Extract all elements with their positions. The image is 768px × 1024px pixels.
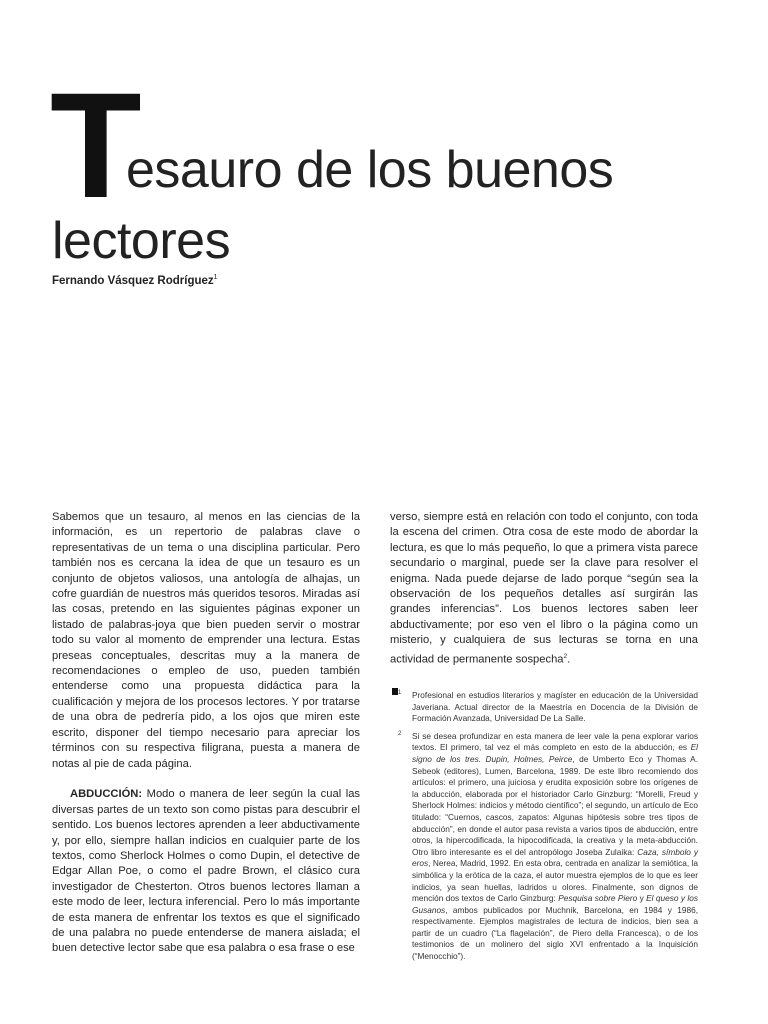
author-footnote-mark: 1 <box>213 274 218 281</box>
footnote-2-text-a: Si se desea profundizar en esta manera de leer vale la pena explorar varios textos. El primero, tal vez el más completo en esto de la abducción, es <box>412 730 698 753</box>
term-definition: Modo o manera de leer según la cual las diversas partes de un texto son como pistas para descubrir el sentido. Los buenos lectores aprenden a leer abductivamente y, por ello, siempre hallan indicios en cualquier parte de los textos, como Sherlock Holmes o como Dupin, el detective de Edgar Allan Poe, o como el padre Brown, el clásico cura investigador de Chesterton. Otros buenos lectores llaman a este modo de leer, lectura inferencial. Pero lo más importante de esta manera de enfrentar los textos es que el significado de una palabra no puede entenderse de manera aislada; el buen detective lector sabe que esa palabra o esa frase o ese <box>52 788 361 955</box>
footnote-2-text-c: , Nerea, Madrid, 1992. En esta obra, centrada en analizar la semiótica, la simbólica y la erótica de la caza, el autor muestra ejemplos de lo que es leer indicios, ya sean huellas, ladridos u olores. Finalmente, son dignos de mención dos textos de Carlo Ginzburg: <box>412 858 698 904</box>
abduccion-paragraph <box>52 787 360 956</box>
footnotes <box>392 690 698 969</box>
footnote-2-text-d: y <box>637 893 647 904</box>
continued-paragraph <box>390 510 698 668</box>
intro-paragraph: Sabemos que un tesauro, al menos en las ciencias de la información, es un repertorio de palabras clave o representativas de un tema o una disciplina particular. Pero también nos es cercana la idea de que un tesauro es un conjunto de objetos valiosos, una antología de alhajas, un cofre guardián de nuestros más queridos tesoros. Miradas así las cosas, pretendo en las siguientes páginas exponer un listado de palabras-joya que bien pueden servir o mostrar todo su valor al momento de emprender una lectura. Estas preseas conceptuales, descritas muy a la manera de recomendaciones o empleo de uso, pueden también entenderse como una propuesta didáctica para la cualificación y mejora de los procesos lectores. Y por tratarse de una obra de pedrería pido, a los ojos que miren este escrito, disponer del tiempo necesario para apreciar los términos con su respectiva filigrana, puesta a manera de notas al pie de cada página. <box>52 511 360 770</box>
footnote-1 <box>392 690 698 725</box>
footnote-2-text-e: , ambos publicados por Muchnik, Barcelona, en 1984 y 1986, respectivamente. Ejemplos magistrales de lectura de indicios, bien sea a partir de un cuadro (“La flagelación”, de Piero della Francesca), o de los testimonios de un molinero del siglo XVI enfrentado a la Inquisición (“Menocchio”). <box>412 904 698 962</box>
left-column <box>52 510 360 957</box>
title-drop-cap: T <box>50 61 140 229</box>
footnote-2-book-4: El queso y los Gusanos <box>412 893 699 915</box>
footnote-1-text: Profesional en estudios literarios y magíster en educación de la Universidad Javeriana. Actual director de la Maestría en Docencia de la División de Formación Avanzada, Universidad De La Salle. <box>412 690 698 724</box>
footnote-2-book-1: El signo de los tres. Dupin, Holmes, Peirce <box>412 742 698 764</box>
footnote-reference-2: 2 <box>563 652 568 660</box>
right-column <box>390 510 698 668</box>
footnote-2-book-2: Caza, símbolo y eros <box>412 846 699 869</box>
term-heading: ABDUCCIÓN: <box>70 788 143 801</box>
footnote-2-mark: 2 <box>398 730 402 737</box>
title-line-2: lectores <box>52 212 231 270</box>
title-line-1: esauro de los buenos <box>126 141 614 199</box>
footnote-2-book-3: Pesquisa sobre Piero <box>558 893 638 904</box>
footnote-2 <box>392 731 698 963</box>
continued-end: . <box>567 653 571 666</box>
footnote-1-mark: 1 <box>398 690 402 696</box>
footnote-2-text-b: , de Umberto Eco y Thomas A. Sebeok (editores), Lumen, Barcelona, 1989. De este libro recomiendo dos artículos: el primero, una juiciosa y erudita exposición sobre los orígenes de la abducción, elaborada por el historiador Carlo Ginzburg: “Morelli, Freud y Sherlock Holmes: indicios y método científico”; el segundo, un artículo de Eco titulado: “Cuernos, cascos, zapatos: Algunas hipótesis sobre tres tipos de abducción”, en donde el autor pasa revista a varios tipos de abducción, entre otros, la hipercodificada, la hipocodificada, la creativa y la meta-abducción. Otro libro interesante es el del antropólogo Joseba Zulaika: <box>412 753 698 857</box>
author-byline <box>52 274 218 287</box>
author-name: Fernando Vásquez Rodríguez <box>52 274 214 287</box>
continued-text: verso, siempre está en relación con todo el conjunto, con toda la escena del crimen. Otra cosa de este modo de abordar la lectura, es que lo más pequeño, lo que a primera vista parece secundario o marginal, puede ser la clave para resolver el enigma. Nada puede dejarse de lado porque “según sea la observación de los pequeños detalles así surgirán las grandes inferencias”. Los buenos lectores saben leer abductivamente; por eso ven el libro o la página como un misterio, y cualquiera de sus lecturas se torna en una actividad de permanente sospecha <box>390 511 698 666</box>
